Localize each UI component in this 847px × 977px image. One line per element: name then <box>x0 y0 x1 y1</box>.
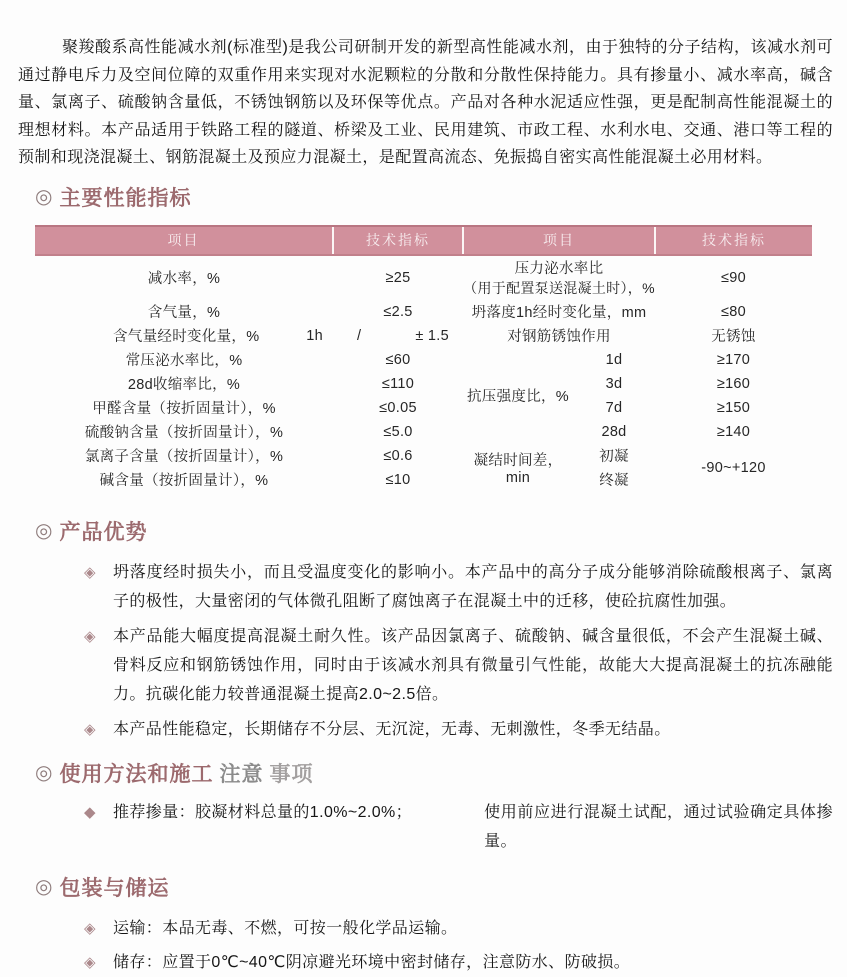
value-cell: ≤110 <box>381 375 415 392</box>
item-line: 压力泌水率比 <box>514 261 604 277</box>
value-cell: ≥25 <box>385 269 411 286</box>
list-item <box>84 622 833 709</box>
section-title: 主要性能指标 <box>59 186 192 210</box>
item-cell: 碱含量（按折固量计），% <box>99 473 269 489</box>
section-title-faded: 事项 <box>269 762 314 786</box>
value-cell: ≤0.05 <box>379 399 417 416</box>
packaging-list <box>84 914 833 977</box>
value-cell: ≤90 <box>721 269 746 286</box>
value-text: ± 1.5 <box>415 327 449 344</box>
table-row <box>35 255 812 300</box>
age-cell: 7d <box>605 399 623 416</box>
double-circle-icon: ◎ <box>35 762 54 784</box>
table-row <box>35 396 812 420</box>
age-cell: 28d <box>601 423 627 440</box>
section-heading-performance <box>35 182 847 212</box>
dosage-text: 推荐掺量：胶凝材料总量的1.0%~2.0%； <box>113 803 413 821</box>
diamond-bullet-icon: ◈ <box>84 627 96 645</box>
advantages-list <box>84 558 833 744</box>
col-header-spec-right: 技术指标 <box>655 226 812 255</box>
table-header-row <box>35 226 812 255</box>
list-item-text: 坍落度经时损失小，而且受温度变化的影响小。本产品中的高分子成分能够消除硫酸根离子、氯离子的极性，大量密闭的气体微孔阻断了腐蚀离子在混凝土中的迁移，使砼抗腐性加强。 <box>113 563 833 610</box>
value-cell: ≤80 <box>721 303 746 320</box>
value-cell: ≤2.5 <box>383 303 413 320</box>
item-cell: 氯离子含量（按折固量计），% <box>84 449 284 465</box>
section-title: 使用方法和施工 <box>59 762 214 786</box>
value-cell: ≤10 <box>385 471 411 488</box>
diamond-bullet-icon: ◈ <box>84 563 96 581</box>
spacer <box>412 798 484 856</box>
col-header-item-left: 项目 <box>35 226 333 255</box>
section-heading-advantages <box>35 516 847 546</box>
table-row <box>35 348 812 372</box>
value-cell: ≥170 <box>716 351 751 368</box>
double-circle-icon: ◎ <box>35 186 54 208</box>
item-cell: 常压泌水率比，% <box>125 353 243 369</box>
item-cell: 坍落度1h经时变化量，mm <box>471 305 647 321</box>
setting-cell: 初凝 <box>599 449 629 465</box>
age-cell: 1d <box>605 351 623 368</box>
double-circle-icon: ◎ <box>35 520 54 542</box>
value-cell: ≥150 <box>716 399 751 416</box>
item-sub: 1h <box>306 327 323 344</box>
value-cell: ≤5.0 <box>383 423 413 440</box>
diamond-bullet-icon: ◈ <box>84 953 96 971</box>
value-cell: 无锈蚀 <box>711 329 756 345</box>
list-item-text: 本产品能大幅度提高混凝土耐久性。该产品因氯离子、硫酸钠、碱含量很低，不会产生混凝土碱、骨料反应和钢筋锈蚀作用，同时由于该减水剂具有微量引气性能，故能大大提高混凝土的抗冻融能力。抗碳化能力较普通混凝土提高2.0~2.5倍。 <box>113 627 833 703</box>
item-cell: 28d收缩率比，% <box>127 377 241 393</box>
list-item <box>84 948 833 977</box>
product-spec-page <box>0 34 847 971</box>
col-header-spec-left: 技术指标 <box>333 226 463 255</box>
diamond-bullet-icon: ◈ <box>84 720 96 738</box>
list-item <box>84 798 833 856</box>
performance-table <box>35 225 812 492</box>
list-item <box>84 715 833 744</box>
setting-cell: 终凝 <box>599 473 629 489</box>
table-row <box>35 300 812 324</box>
col-header-item-right: 项目 <box>463 226 655 255</box>
section-title: 产品优势 <box>59 520 148 544</box>
table-row <box>35 420 812 444</box>
value-cell <box>333 324 463 348</box>
item-cell: 硫酸钠含量（按折固量计），% <box>84 425 284 441</box>
table-row <box>35 324 812 348</box>
section-title: 包装与储运 <box>59 876 170 900</box>
item-line: （用于配置泵送混凝土时），% <box>463 280 655 296</box>
list-item-text <box>113 798 833 856</box>
list-item-text: 储存：应置于0℃~40℃阴凉避光环境中密封储存，注意防水、防破损。 <box>113 953 631 971</box>
trial-mix-text: 使用前应进行混凝土试配，通过试验确定具体掺量。 <box>484 803 833 850</box>
list-item <box>84 558 833 616</box>
item-cell: 减水率，% <box>147 271 221 287</box>
item-cell <box>35 324 333 348</box>
list-item-text: 本产品性能稳定，长期储存不分层、无沉淀，无毒、无刺激性，冬季无结晶。 <box>113 720 671 738</box>
section-heading-packaging <box>35 872 847 902</box>
item-cell: 甲醛含量（按折固量计），% <box>92 401 276 417</box>
group-label-cell: 抗压强度比，% <box>467 389 569 405</box>
item-cell <box>463 255 655 300</box>
value-cell: -90~+120 <box>701 459 766 476</box>
table-row <box>35 372 812 396</box>
section-title-faded: 注意 <box>219 762 264 786</box>
item-cell: 含气量，% <box>147 305 221 321</box>
slash-mark: / <box>357 327 362 344</box>
table-row <box>35 444 812 468</box>
double-circle-icon: ◎ <box>35 876 54 898</box>
item-cell: 对钢筋锈蚀作用 <box>507 329 611 345</box>
section-heading-usage <box>35 758 847 788</box>
usage-list <box>84 798 833 856</box>
value-cell: ≤60 <box>385 351 411 368</box>
age-cell: 3d <box>605 375 623 392</box>
item-label: 含气量经时变化量，% <box>113 329 260 345</box>
intro-paragraph: 聚羧酸系高性能减水剂(标准型)是我公司研制开发的新型高性能减水剂，由于独特的分子结构，该减水剂可通过静电斥力及空间位障的双重作用来实现对水泥颗粒的分散和分散性保持能力。具有掺量小、减水率高，碱含量、氯离子、硫酸钠含量低，不锈蚀钢筋以及环保等优点。产品对各种水泥适应性强，更是配制高性能混凝土的理想材料。本产品适用于铁路工程的隧道、桥梁及工业、民用建筑、市政工程、水利水电、交通、港口等工程的预制和现浇混凝土、钢筋混凝土及预应力混凝土，是配置高流态、免振捣自密实高性能混凝土必用材料。 <box>18 39 833 166</box>
list-item-text: 运输：本品无毒、不燃，可按一般化学品运输。 <box>113 919 458 937</box>
value-cell: ≥140 <box>716 423 751 440</box>
diamond-bullet-icon: ◈ <box>84 919 96 937</box>
value-cell: ≥160 <box>716 375 751 392</box>
value-cell: ≤0.6 <box>383 447 413 464</box>
group-label-cell: 凝结时间差，min <box>473 453 563 486</box>
list-item <box>84 914 833 943</box>
diamond-bullet-icon: ◆ <box>84 803 96 821</box>
